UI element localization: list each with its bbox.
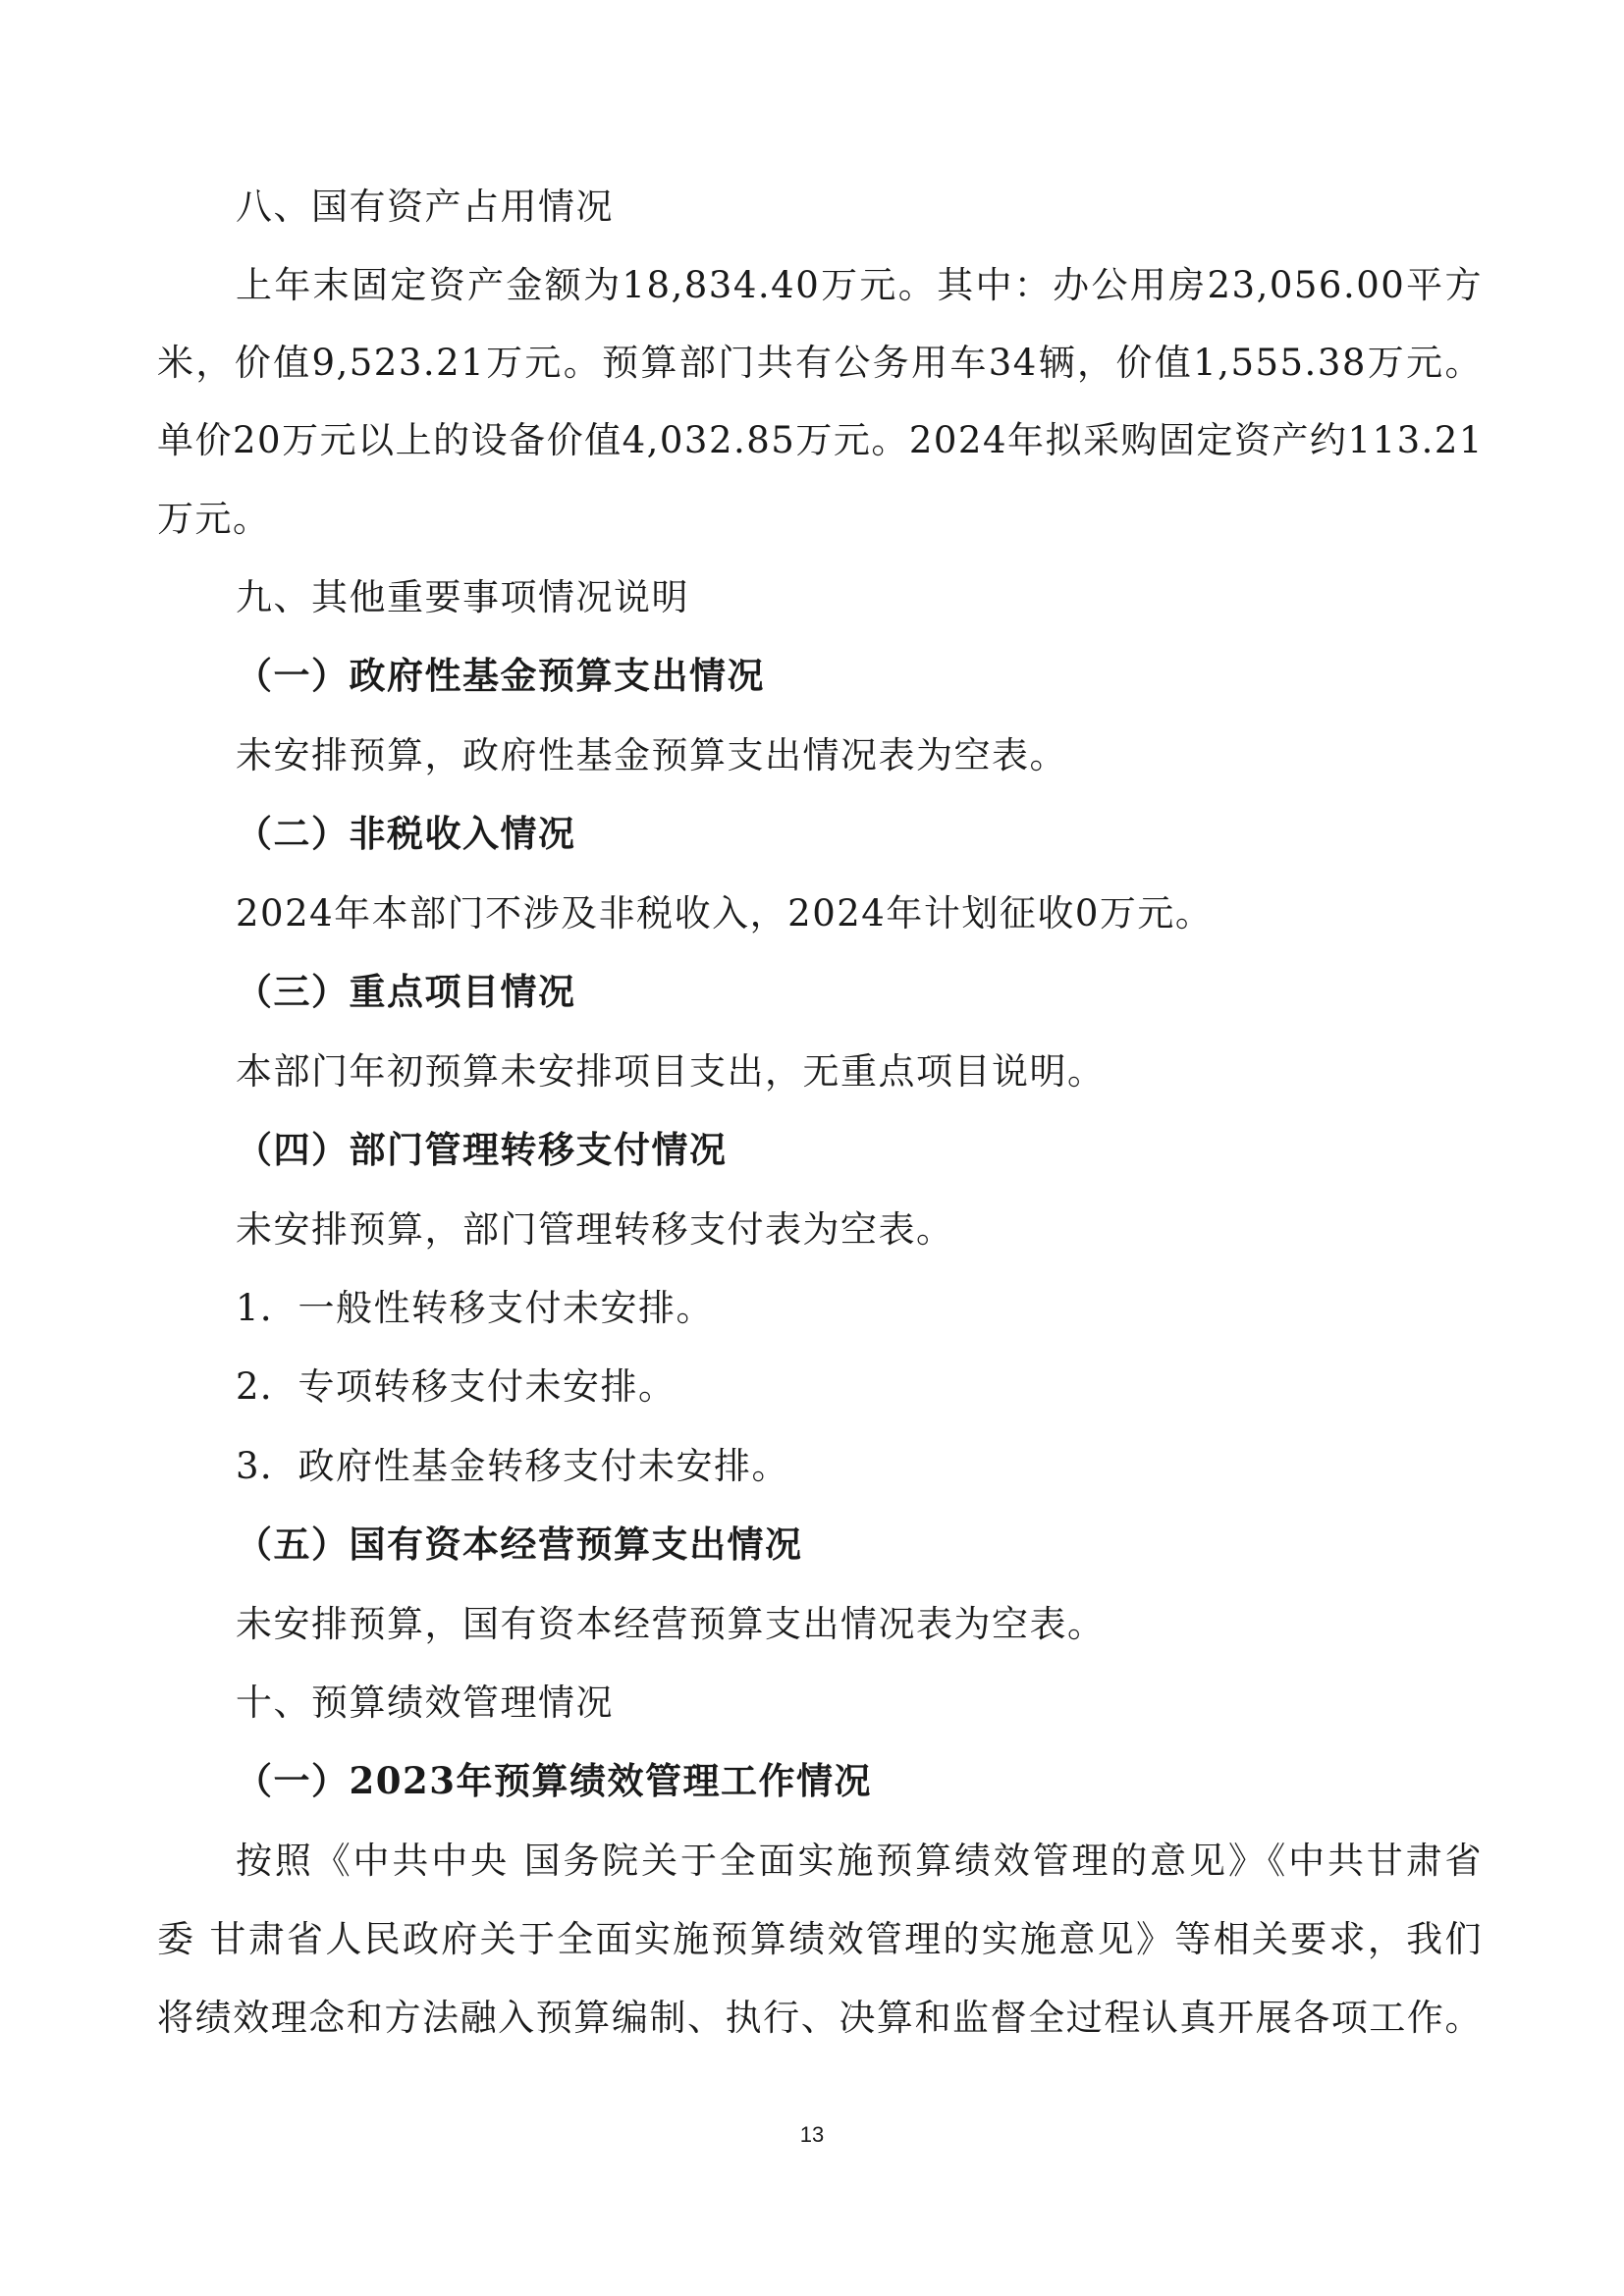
paragraph-line: 未安排预算，政府性基金预算支出情况表为空表。 bbox=[236, 734, 1067, 776]
paragraph-line: 米，价值9,523.21万元。预算部门共有公务用车34辆，价值1,555.38万元。 bbox=[157, 342, 1483, 384]
section-heading-8: 八、国有资产占用情况 bbox=[236, 186, 614, 228]
list-item: 2．专项转移支付未安排。 bbox=[236, 1365, 677, 1408]
paragraph-line: 上年末固定资产金额为18,834.40万元。其中：办公用房23,056.00平方 bbox=[236, 264, 1483, 306]
list-item: 1．一般性转移支付未安排。 bbox=[236, 1287, 715, 1329]
paragraph-line: 万元。 bbox=[157, 498, 271, 540]
paragraph-line: 委 甘肃省人民政府关于全面实施预算绩效管理的实施意见》等相关要求，我们 bbox=[157, 1918, 1483, 1960]
subsection-title: （五）国有资本经营预算支出情况 bbox=[236, 1522, 803, 1566]
paragraph-line: 将绩效理念和方法融入预算编制、执行、决算和监督全过程认真开展各项工作。 bbox=[157, 1997, 1483, 2039]
paragraph-line: 按照《中共中央 国务院关于全面实施预算绩效管理的意见》《中共甘肃省 bbox=[236, 1840, 1483, 1882]
paragraph-line: 本部门年初预算未安排项目支出，无重点项目说明。 bbox=[236, 1050, 1106, 1093]
paragraph-line: 未安排预算，部门管理转移支付表为空表。 bbox=[236, 1208, 954, 1251]
page-number: 13 bbox=[799, 2122, 825, 2147]
section-heading-9: 九、其他重要事项情况说明 bbox=[236, 576, 689, 618]
section-heading-10: 十、预算绩效管理情况 bbox=[236, 1682, 614, 1724]
paragraph-line: 2024年本部门不涉及非税收入，2024年计划征收0万元。 bbox=[236, 892, 1214, 934]
subsection-title: （三）重点项目情况 bbox=[236, 970, 576, 1013]
paragraph-line: 未安排预算，国有资本经营预算支出情况表为空表。 bbox=[236, 1603, 1106, 1645]
subsection-title: （一）政府性基金预算支出情况 bbox=[236, 654, 765, 697]
subsection-title: （四）部门管理转移支付情况 bbox=[236, 1128, 728, 1171]
subsection-title: （一）2023年预算绩效管理工作情况 bbox=[236, 1759, 872, 1802]
paragraph-line: 单价20万元以上的设备价值4,032.85万元。2024年拟采购固定资产约113.21 bbox=[157, 419, 1484, 461]
subsection-title: （二）非税收入情况 bbox=[236, 812, 576, 855]
list-item: 3．政府性基金转移支付未安排。 bbox=[236, 1445, 790, 1487]
